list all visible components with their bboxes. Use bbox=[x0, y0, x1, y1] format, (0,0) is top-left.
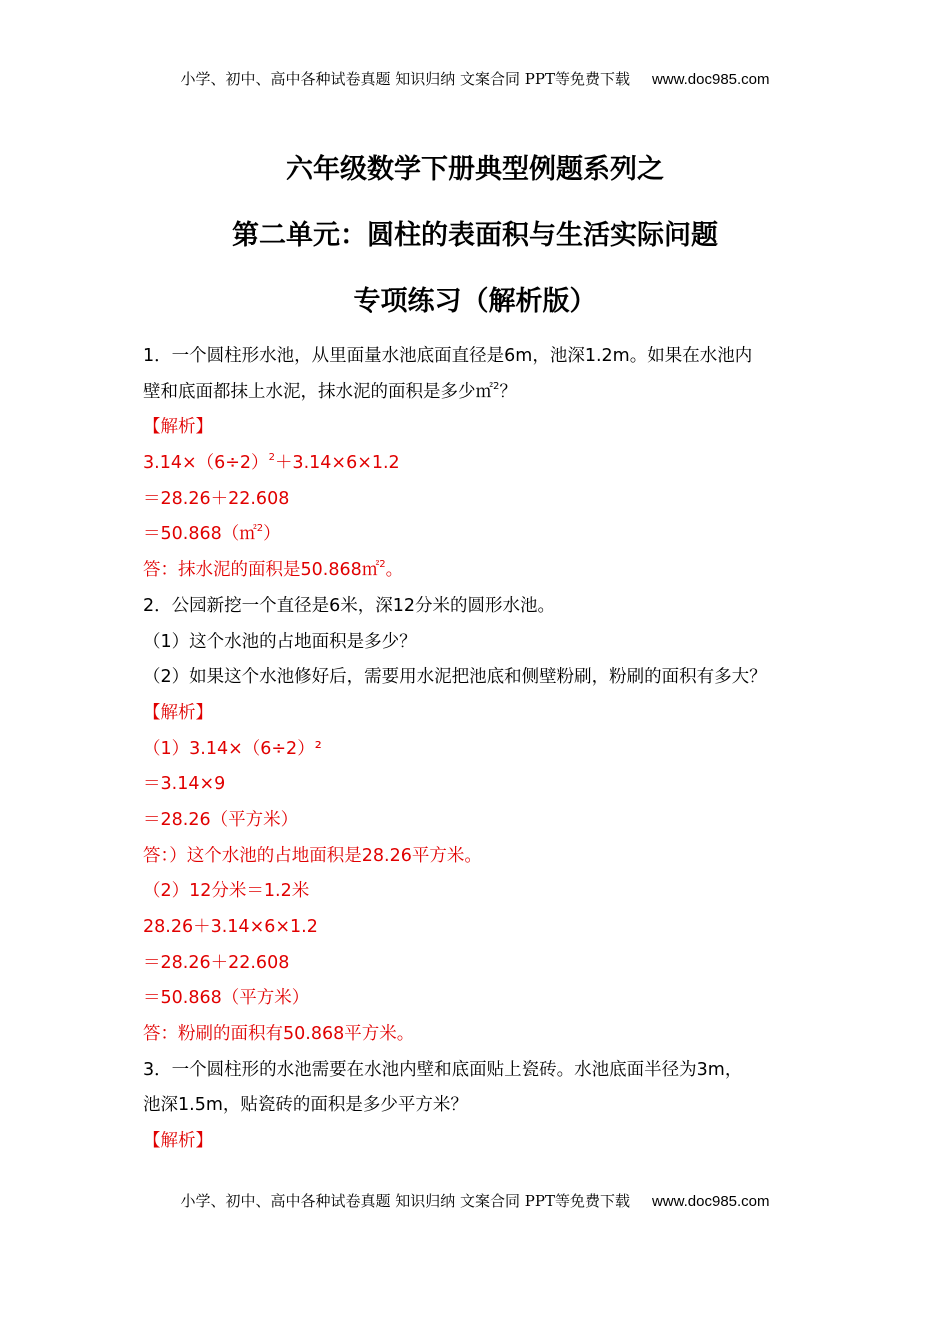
q1-calc-line2: ＝28.26＋22.608 bbox=[143, 488, 290, 509]
q1-analysis-label: 【解析】 bbox=[143, 417, 213, 438]
q1-text-line2: 壁和底面都抹上水泥，抹水泥的面积是多少㎡$^2$？ bbox=[143, 380, 517, 402]
q2-a1-line1: （1）3.14×（6÷2）² bbox=[143, 738, 322, 759]
q2-a1-line2: ＝3.14×9 bbox=[143, 774, 226, 795]
header-site-link[interactable]: www.doc985.com bbox=[651, 71, 770, 88]
q1-calc-line3: ＝50.868（㎡$^2$） bbox=[143, 523, 281, 545]
footer-site-link[interactable]: www.doc985.com bbox=[651, 1193, 770, 1210]
q3-text-line1: 3．一个圆柱形的水池需要在水池内壁和底面贴上瓷砖。水池底面半径为3m， bbox=[143, 1059, 743, 1080]
q1-calc-line1: $3.14\times(6\div 2)^2+3.14\times 6\times 1.2$ bbox=[143, 452, 400, 474]
q3-text-line2: 池深1.5m，贴瓷砖的面积是多少平方米？ bbox=[143, 1095, 468, 1116]
q2-a2-line3: ＝28.26＋22.608 bbox=[143, 952, 290, 973]
q2-subquestion-1: （1）这个水池的占地面积是多少？ bbox=[143, 631, 417, 652]
q2-a2-answer: 答：粉刷的面积有50.868平方米。 bbox=[143, 1024, 415, 1045]
header-text: 小学、初中、高中各种试卷真题 知识归纳 文案合同 PPT等免费下载 bbox=[180, 70, 630, 88]
q2-analysis-label: 【解析】 bbox=[143, 702, 213, 723]
footer-text: 小学、初中、高中各种试卷真题 知识归纳 文案合同 PPT等免费下载 bbox=[180, 1192, 630, 1210]
q2-a2-line1: （2）12分米＝1.2米 bbox=[143, 881, 310, 902]
q1-answer: 答：抹水泥的面积是50.868㎡$^2$。 bbox=[143, 559, 404, 581]
document-body bbox=[143, 339, 833, 1160]
q1-text-line1: 1．一个圆柱形水池，从里面量水池底面直径是6m，池深1.2m。如果在水池内 bbox=[143, 346, 753, 366]
title-unit: 第二单元：圆柱的表面积与生活实际问题 bbox=[232, 220, 718, 251]
q2-subquestion-2: （2）如果这个水池修好后，需要用水泥把池底和侧壁粉刷，粉刷的面积有多大？ bbox=[143, 667, 767, 688]
q2-text-line1: 2．公园新挖一个直径是6米，深12分米的圆形水池。 bbox=[143, 595, 556, 616]
q2-a1-answer: 答：）这个水池的占地面积是28.26平方米。 bbox=[143, 845, 482, 866]
page-footer bbox=[0, 1190, 950, 1211]
q2-a1-line3: ＝28.26（平方米） bbox=[143, 809, 299, 830]
q3-analysis-label: 【解析】 bbox=[143, 1131, 213, 1152]
title-practice: 专项练习（解析版） bbox=[353, 286, 597, 317]
page-header bbox=[0, 68, 950, 89]
q2-a2-line4: ＝50.868（平方米） bbox=[143, 988, 310, 1009]
title-series: 六年级数学下册典型例题系列之 bbox=[286, 154, 664, 185]
q2-a2-line2: 28.26＋3.14×6×1.2 bbox=[143, 917, 318, 937]
